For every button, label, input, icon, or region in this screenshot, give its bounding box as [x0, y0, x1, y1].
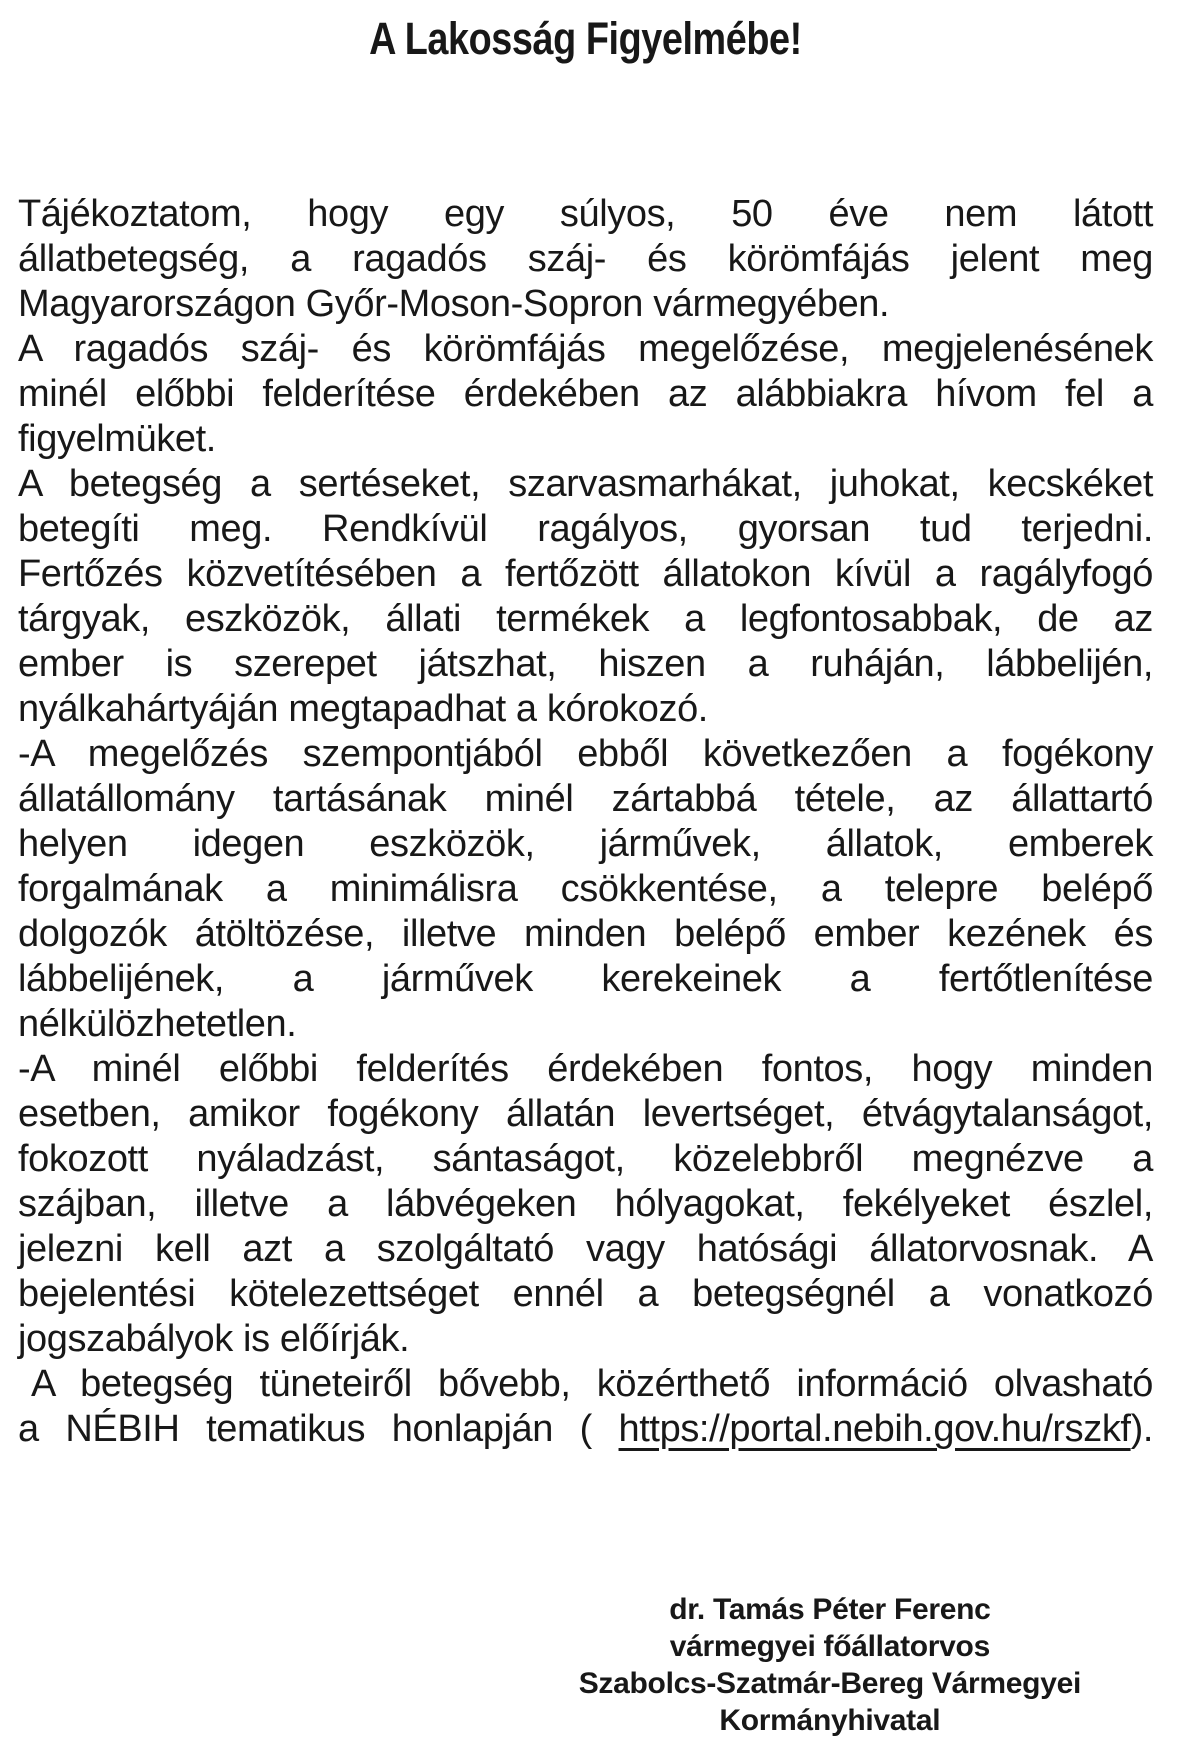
paragraph [18, 1362, 1153, 1407]
text-line: A betegség a sertéseket, szarvasmarhákat, juhokat, kecskéket [18, 463, 1153, 505]
text-line: forgalmának a minimálisra csökkentése, a telepre belépő [18, 868, 1153, 910]
text-line: Fertőzés közvetítésében a fertőzött állatokon kívül a ragályfogó [18, 553, 1153, 595]
text-line: A betegség tüneteiről bővebb, közérthető információ olvasható [31, 1363, 1153, 1405]
text-line: minél előbbi felderítése érdekében az alábbiakra hívom fel a [18, 373, 1153, 415]
text-line: bejelentési kötelezettséget ennél a betegségnél a vonatkozó [18, 1273, 1153, 1315]
text-line: szájban, illetve a lábvégeken hólyagokat, fekélyeket észlel, [18, 1183, 1153, 1225]
text-line: jelezni kell azt a szolgáltató vagy hatósági állatorvosnak. A [18, 1228, 1153, 1270]
text-line: fokozott nyáladzást, sántaságot, közelebbről megnézve a [18, 1138, 1153, 1180]
text-line: lábbelijének, a járművek kerekeinek a fertőtlenítése [18, 958, 1153, 1000]
text-line: nyálkahártyáján megtapadhat a kórokozó. [18, 688, 708, 730]
text-line: -A minél előbbi felderítés érdekében fontos, hogy minden [18, 1048, 1153, 1090]
link-prefix: a NÉBIH tematikus honlapján ( [18, 1408, 619, 1450]
text-line: -A megelőzés szempontjából ebből következően a fogékony [18, 733, 1153, 775]
paragraphs-container [18, 192, 1153, 1407]
link-line [18, 1407, 1153, 1452]
signature-block [579, 1591, 1081, 1739]
signature-org-line1: Szabolcs-Szatmár-Bereg Vármegyei [578, 1667, 1081, 1700]
text-line: A ragadós száj- és körömfájás megelőzése, megjelenésének [18, 328, 1153, 370]
text-line: betegíti meg. Rendkívül ragályos, gyorsan tud terjedni. [18, 508, 1153, 550]
text-line: figyelmüket. [18, 418, 216, 460]
text-line: helyen idegen eszközök, járművek, állatok, emberek [18, 823, 1153, 865]
paragraph [18, 327, 1153, 462]
nebih-link[interactable]: https://portal.nebih.gov.hu/rszkf [618, 1408, 1131, 1450]
text-line: állatbetegség, a ragadós száj- és körömfájás jelent meg [18, 238, 1153, 280]
text-line: Magyarországon Győr-Moson-Sopron vármegyében. [18, 283, 890, 325]
paragraph [18, 192, 1153, 327]
signature-role: vármegyei főállatorvos [669, 1630, 990, 1663]
text-line: dolgozók átöltözése, illetve minden belépő ember kezének és [18, 913, 1153, 955]
paragraph [18, 1047, 1153, 1362]
text-line: nélkülözhetetlen. [18, 1003, 297, 1045]
page-title: A Lakosság Figyelmébe! [369, 13, 802, 64]
signature-name: dr. Tamás Péter Ferenc [669, 1593, 991, 1626]
text-line: állatállomány tartásának minél zártabbá tétele, az állattartó [18, 778, 1153, 820]
text-line: Tájékoztatom, hogy egy súlyos, 50 éve nem látott [18, 193, 1153, 235]
text-line: jogszabályok is előírják. [18, 1318, 410, 1360]
text-line: ember is szerepet játszhat, hiszen a ruháján, lábbelijén, [18, 643, 1153, 685]
paragraph [18, 462, 1153, 732]
text-line: tárgyak, eszközök, állati termékek a legfontosabbak, de az [18, 598, 1153, 640]
signature-org-line2: Kormányhivatal [719, 1704, 941, 1737]
paragraph [18, 732, 1153, 1047]
text-line: esetben, amikor fogékony állatán levertséget, étvágytalanságot, [18, 1093, 1153, 1135]
link-suffix: ). [1130, 1408, 1153, 1450]
document-body [18, 192, 1153, 1452]
